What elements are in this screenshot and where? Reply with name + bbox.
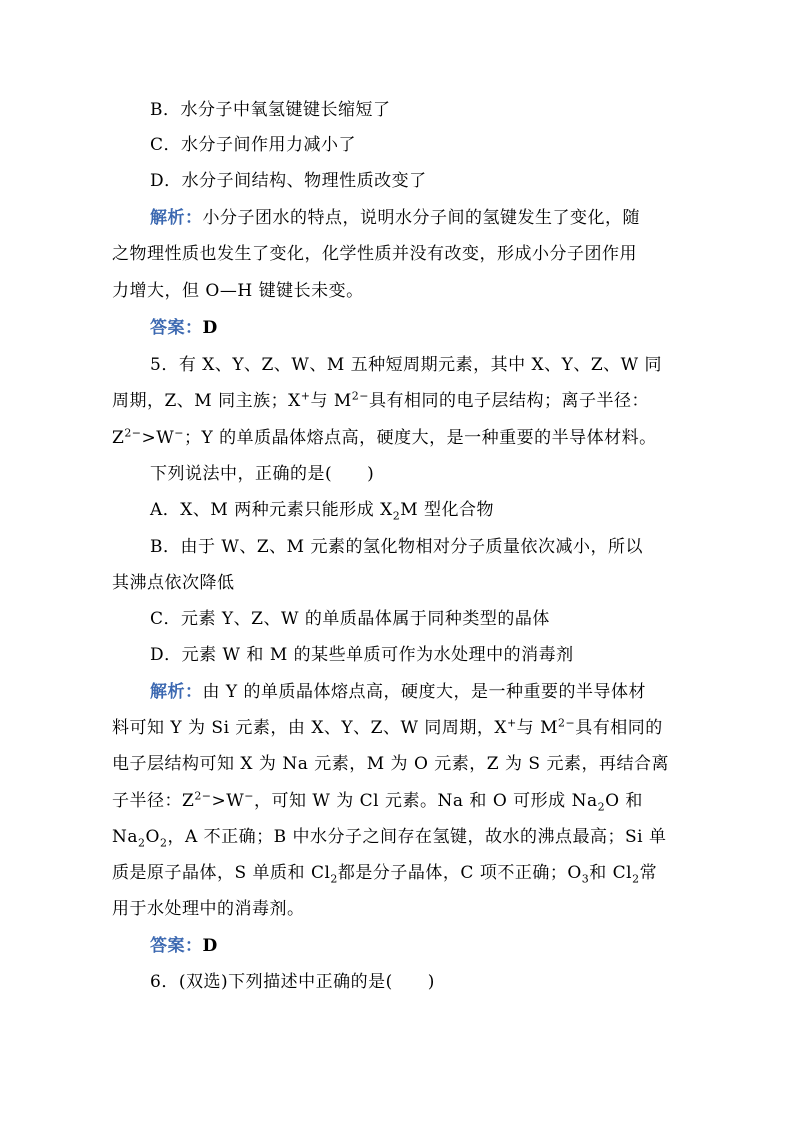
- text: O: [145, 827, 160, 847]
- answer-label: 答案：: [150, 318, 203, 338]
- text: Z: [112, 428, 125, 448]
- subscript: 2: [138, 836, 146, 850]
- subscript: 2: [392, 509, 401, 523]
- q5-analysis-line-6: [112, 861, 657, 885]
- superscript: −: [174, 426, 184, 440]
- q5-analysis-line-4: [112, 789, 643, 813]
- text: ，A 不正确；B 中水分子之间存在氢键，故水的沸点最高；Si 单: [167, 827, 667, 847]
- q5-analysis-line-7: 用于水处理中的消毒剂。: [112, 899, 305, 919]
- text: A．X、M 两种元素只能形成 X: [150, 500, 393, 520]
- q6-stem: 6．(双选)下列描述中正确的是( ): [150, 972, 435, 992]
- q5-stem-line-3: [112, 426, 657, 450]
- text: 和 Cl: [589, 863, 633, 883]
- answer-value: D: [202, 936, 218, 956]
- superscript: +: [300, 389, 311, 403]
- text: 周期，Z、M 同主族；X: [112, 391, 301, 411]
- superscript: 2−: [351, 389, 369, 403]
- text: Na: [112, 827, 139, 847]
- q5-analysis-line-3: 电子层结构可知 X 为 Na 元素，M 为 O 元素，Z 为 S 元素，再结合离: [112, 754, 669, 774]
- q4-analysis-line-1: [150, 206, 640, 230]
- superscript: −: [244, 789, 254, 803]
- q5-option-a: [150, 498, 494, 522]
- analysis-text: 小分子团水的特点，说明水分子间的氢键发生了变化，随: [202, 208, 640, 228]
- text: 都是分子晶体，C 项不正确；O: [337, 863, 582, 883]
- subscript: 2: [159, 836, 168, 850]
- q4-answer: [150, 316, 218, 340]
- text: >W: [211, 791, 245, 811]
- superscript: 2−: [557, 716, 576, 730]
- text: ；Y 的单质晶体熔点高，硬度大，是一种重要的半导体材料。: [183, 428, 657, 448]
- answer-label: 答案：: [150, 936, 203, 956]
- q4-analysis-line-3: 力增大，但 O—H 键键长未变。: [112, 281, 364, 301]
- text: 与 M: [516, 718, 558, 738]
- text: 常: [639, 863, 658, 883]
- analysis-label: 解析：: [150, 208, 203, 228]
- text: 质是原子晶体，S 单质和 Cl: [112, 863, 331, 883]
- text: 具有相同的电子层结构；离子半径：: [368, 391, 649, 411]
- q5-option-b-line-2: 其沸点依次降低: [112, 573, 235, 593]
- text: >W: [141, 428, 175, 448]
- text: ，可知 W 为 Cl 元素。Na 和 O 可形成 Na: [253, 791, 598, 811]
- q5-analysis-line-5: [112, 825, 667, 849]
- subscript: 2: [597, 800, 606, 814]
- q5-answer: [150, 934, 218, 958]
- q5-question: 下列说法中，正确的是( ): [150, 464, 375, 484]
- subscript: 2: [330, 872, 338, 886]
- superscript: +: [506, 716, 517, 730]
- subscript: 2: [632, 872, 640, 886]
- analysis-text: 由 Y 的单质晶体熔点高，硬度大，是一种重要的半导体材: [202, 682, 647, 702]
- subscript: 3: [581, 872, 590, 886]
- q4-option-c: C．水分子间作用力减小了: [150, 135, 357, 155]
- analysis-label: 解析：: [150, 682, 203, 702]
- text: 与 M: [310, 391, 352, 411]
- q5-analysis-line-1: [150, 680, 646, 704]
- q5-analysis-line-2: [112, 716, 663, 740]
- text: M 型化合物: [400, 500, 495, 520]
- q5-stem-line-2: [112, 389, 649, 413]
- q5-option-b-line-1: B．由于 W、Z、M 元素的氢化物相对分子质量依次减小，所以: [150, 537, 643, 557]
- text: 料可知 Y 为 Si 元素，由 X、Y、Z、W 同周期，X: [112, 718, 507, 738]
- q4-option-b: B．水分子中氧氢键键长缩短了: [150, 100, 391, 120]
- text: O 和: [605, 791, 643, 811]
- superscript: 2−: [194, 789, 212, 803]
- q4-analysis-line-2: 之物理性质也发生了变化，化学性质并没有改变，形成小分子团作用: [112, 244, 637, 264]
- q4-option-d: D．水分子间结构、物理性质改变了: [150, 171, 427, 191]
- text: 具有相同的: [575, 718, 663, 738]
- q5-option-c: C．元素 Y、Z、W 的单质晶体属于同种类型的晶体: [150, 609, 550, 629]
- answer-value: D: [202, 318, 218, 338]
- q5-stem-line-1: 5．有 X、Y、Z、W、M 五种短周期元素，其中 X、Y、Z、W 同: [150, 355, 663, 375]
- text: 子半径：Z: [112, 791, 195, 811]
- q5-option-d: D．元素 W 和 M 的某些单质可作为水处理中的消毒剂: [150, 645, 574, 665]
- superscript: 2−: [124, 426, 142, 440]
